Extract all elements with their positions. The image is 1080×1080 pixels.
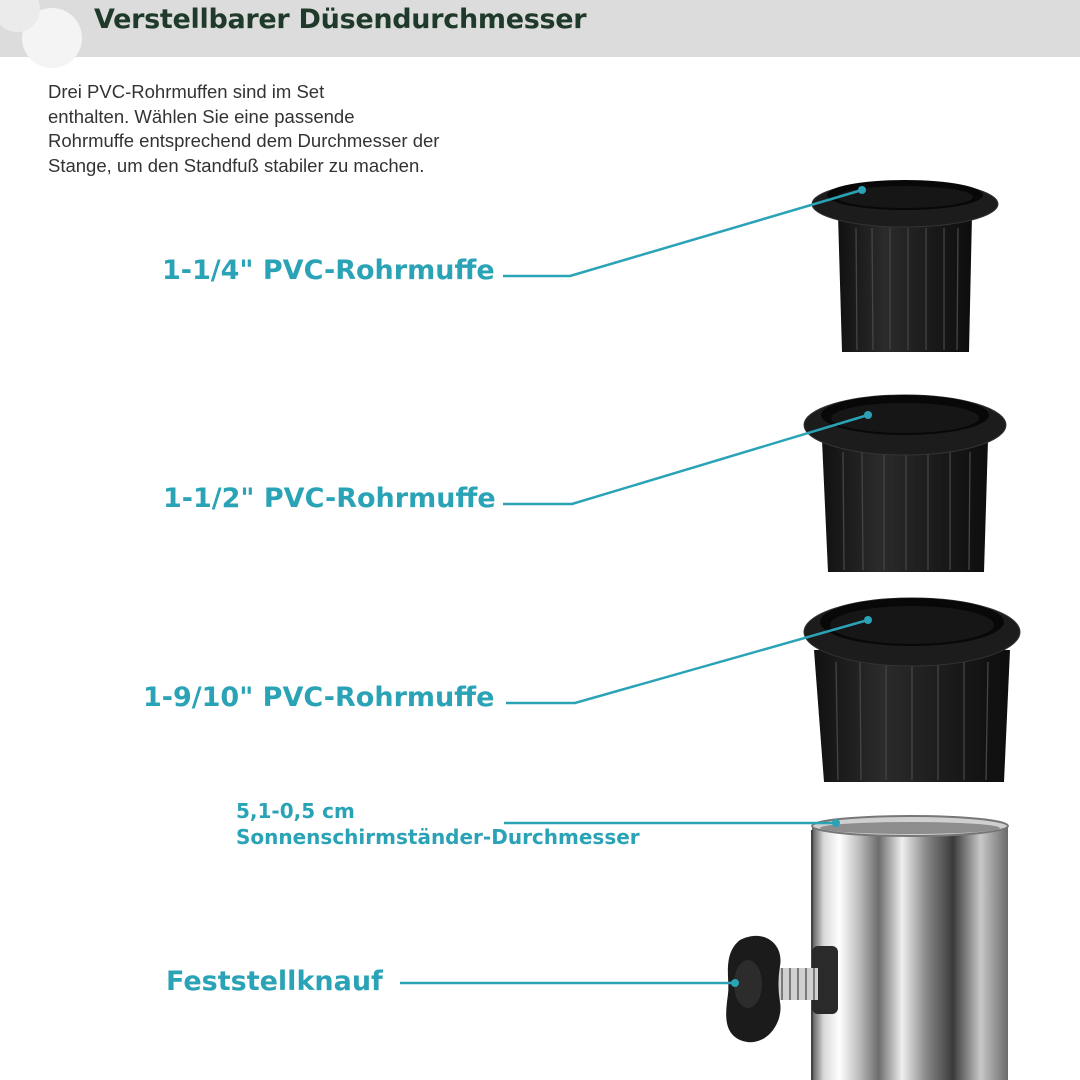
page-title: Verstellbarer Düsendurchmesser <box>94 4 587 35</box>
label-sleeve-small: 1-1/4" PVC-Rohrmuffe <box>162 255 495 286</box>
label-knob: Feststellknauf <box>166 966 383 997</box>
label-diameter: Sonnenschirmständer-Durchmesser <box>236 825 640 849</box>
pvc-sleeve-medium <box>804 395 1006 572</box>
steel-pole <box>812 816 1008 1080</box>
label-diameter-value: 5,1-0,5 cm <box>236 799 355 823</box>
intro-line: Drei PVC-Rohrmuffen sind im Set <box>48 81 325 102</box>
callout-line-small <box>503 190 862 276</box>
callout-lines <box>400 190 868 983</box>
label-sleeve-medium: 1-1/2" PVC-Rohrmuffe <box>163 483 496 514</box>
intro-line: enthalten. Wählen Sie eine passende <box>48 105 355 127</box>
intro-line: Rohrmuffe entsprechend dem Durchmesser der <box>48 130 440 151</box>
intro-line: Stange, um den Standfuß stabiler zu machen. <box>48 154 425 176</box>
pvc-sleeve-large <box>804 598 1020 782</box>
pvc-sleeve-small <box>812 180 998 352</box>
label-sleeve-large: 1-9/10" PVC-Rohrmuffe <box>143 682 495 713</box>
